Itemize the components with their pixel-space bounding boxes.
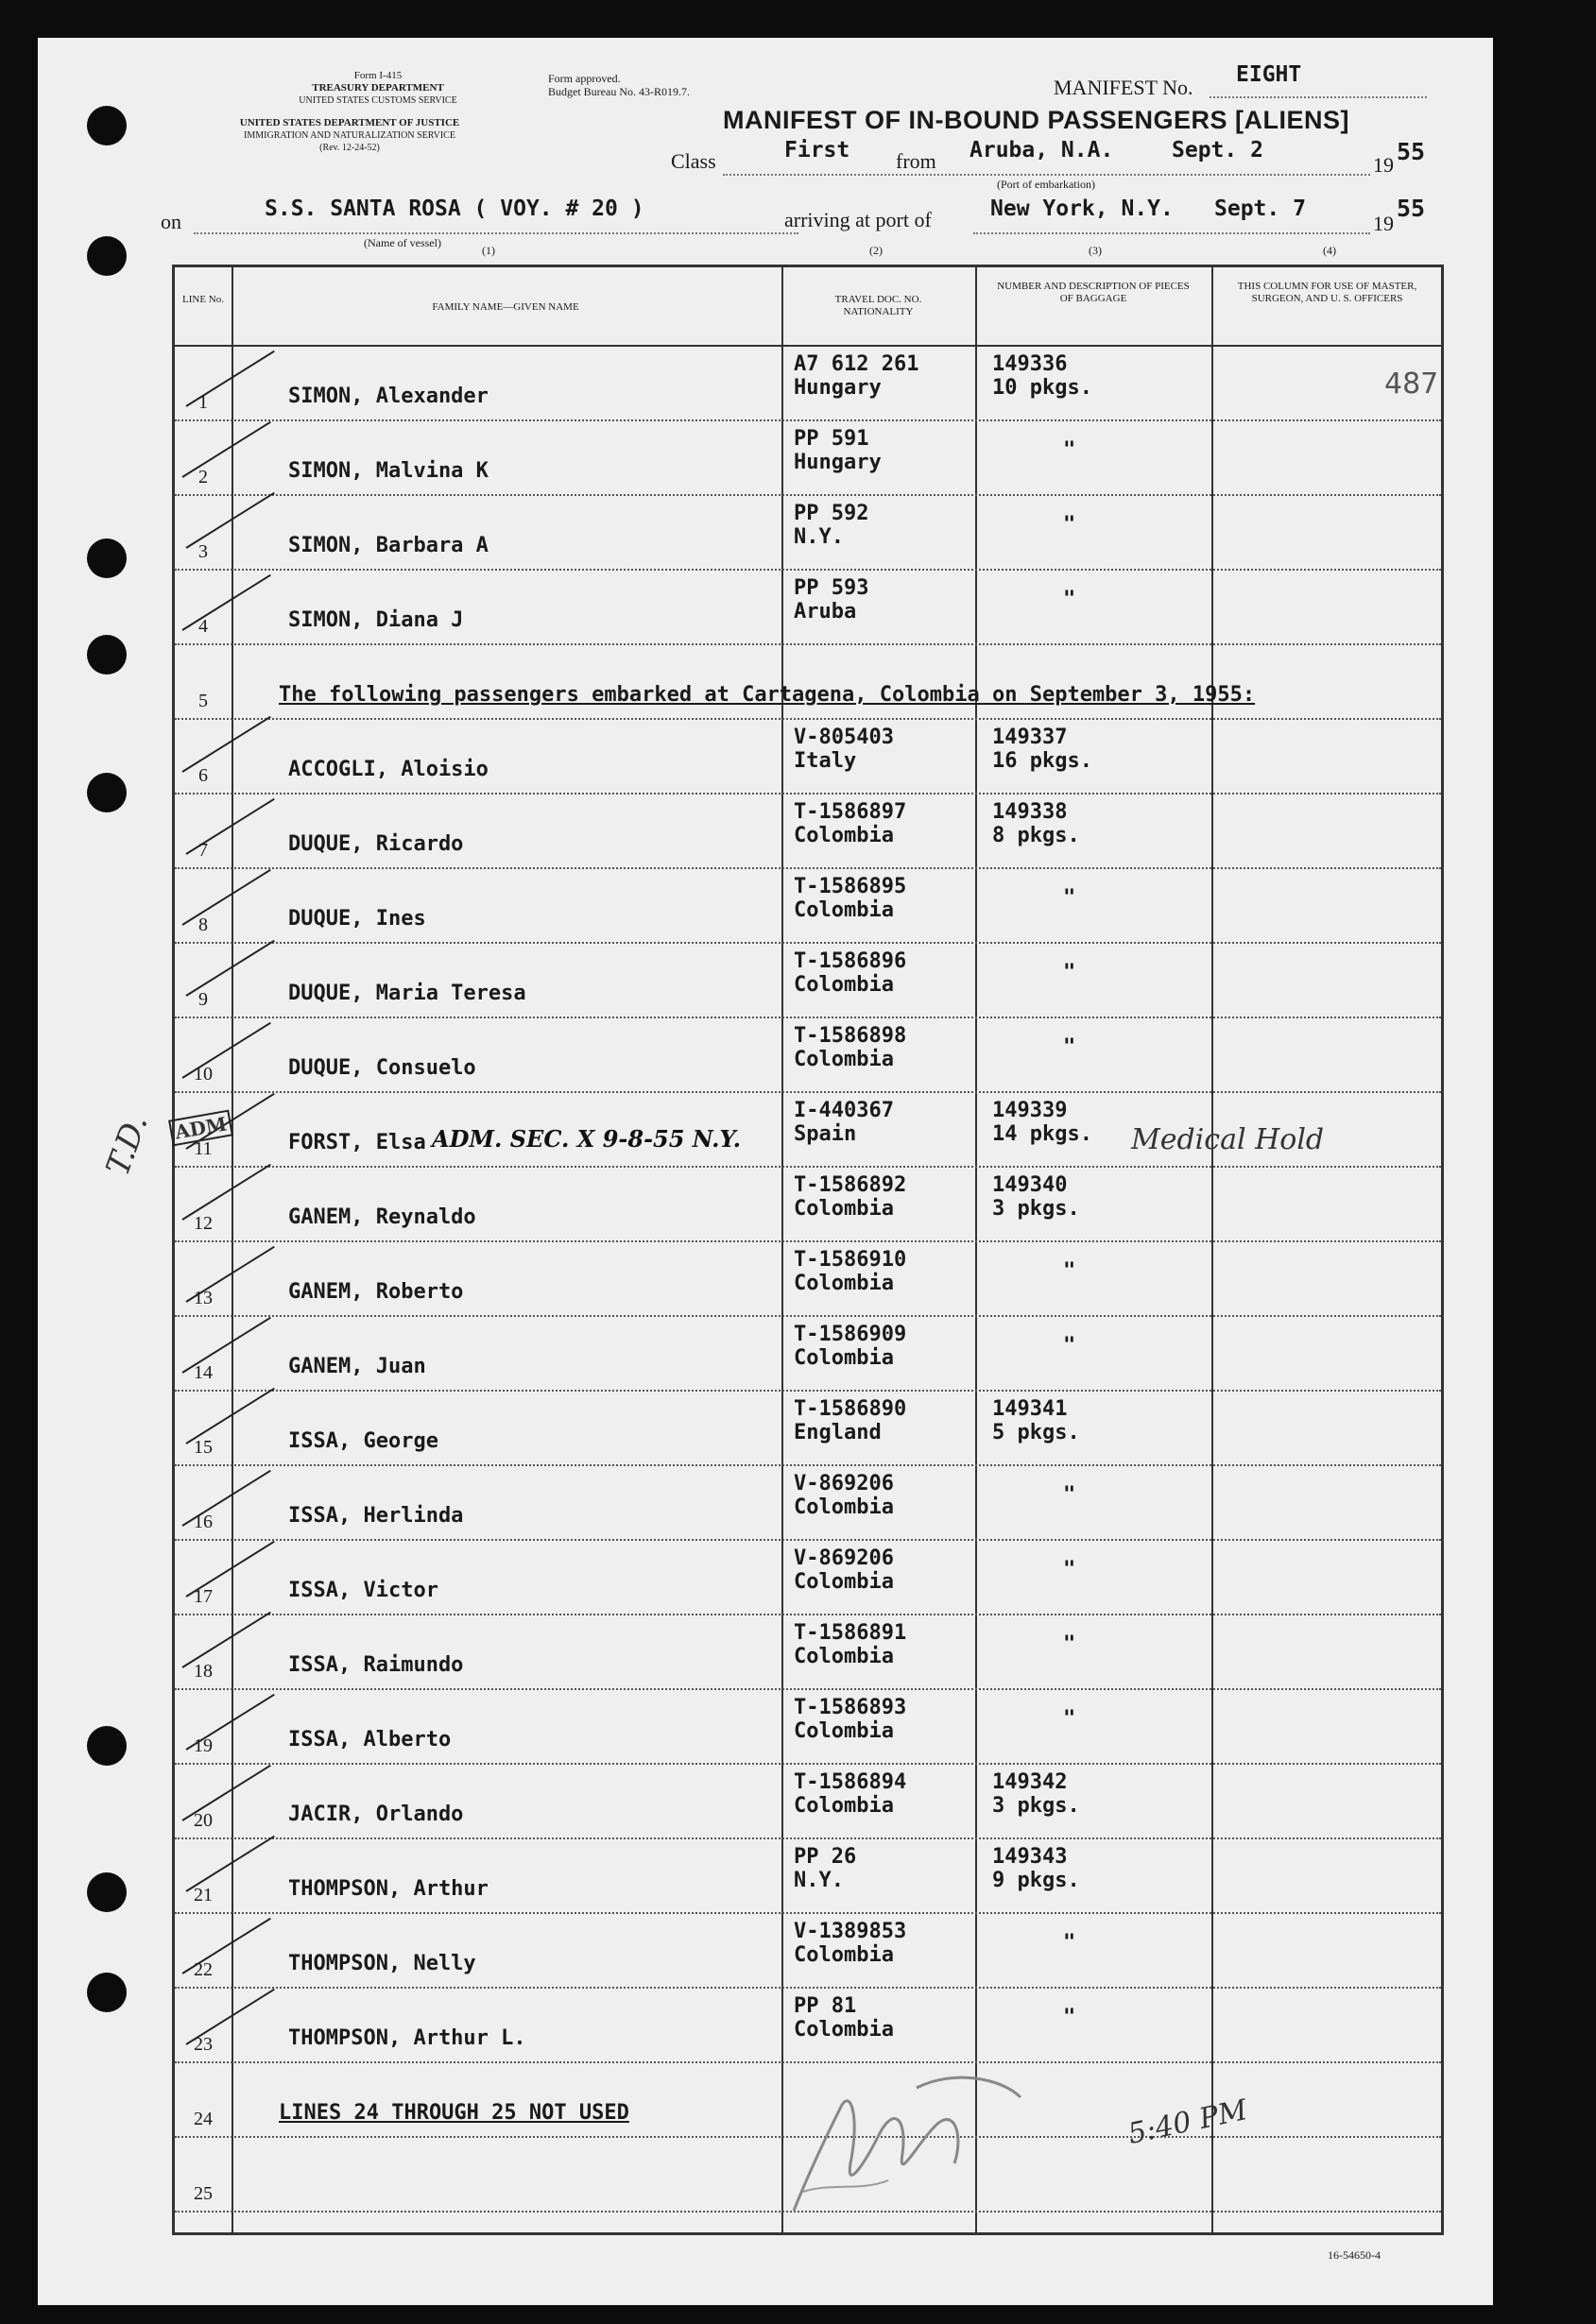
officer-number: 487 (1384, 367, 1439, 401)
nationality: N.Y. (794, 1869, 844, 1892)
form-number: Form I-415 (353, 70, 403, 81)
travel-doc-no: V-869206 (794, 1472, 894, 1495)
table-row (175, 1690, 1441, 1765)
column-header-baggage: NUMBER AND DESCRIPTION OF PIECES OF BAGGAGE (997, 281, 1190, 304)
nationality: Colombia (794, 1794, 894, 1818)
column-index-2: (2) (869, 244, 883, 257)
check-mark (185, 940, 274, 997)
table-row (175, 496, 1441, 571)
binder-hole (87, 773, 127, 812)
table-row (175, 1018, 1441, 1093)
binder-hole (87, 635, 127, 675)
port-embarkation-caption: (Port of embarkation) (997, 178, 1095, 191)
line-number: 19 (194, 1735, 213, 1756)
travel-doc-no: T-1586896 (794, 949, 907, 973)
passenger-name: ISSA, Victor (288, 1579, 438, 1602)
binder-hole (87, 1973, 127, 2012)
binder-hole (87, 538, 127, 578)
year-prefix-1: 19 (1373, 153, 1394, 177)
arrival-port: New York, N.Y. (990, 197, 1174, 221)
manifest-page (38, 38, 1493, 2305)
passenger-name: ISSA, Alberto (288, 1728, 452, 1752)
baggage-description: 14 pkgs. (992, 1122, 1092, 1146)
table-row (175, 421, 1441, 496)
nationality: Colombia (794, 973, 894, 997)
table-row (175, 1392, 1441, 1466)
travel-doc-no: V-1389853 (794, 1920, 907, 1943)
baggage-number: " (1063, 2006, 1076, 2029)
line-number: 6 (198, 765, 208, 786)
passenger-name: JACIR, Orlando (288, 1803, 464, 1826)
nationality: Colombia (794, 1346, 894, 1370)
line-number: 10 (194, 1064, 213, 1085)
manifest-no-value: EIGHT (1236, 62, 1302, 87)
table-row (175, 1765, 1441, 1839)
passenger-name: THOMPSON, Arthur L. (288, 2026, 526, 2050)
check-mark (185, 1388, 274, 1444)
travel-doc-no: I-440367 (794, 1099, 894, 1122)
customs-service: UNITED STATES CUSTOMS SERVICE (299, 95, 457, 106)
passenger-name: DUQUE, Ines (288, 907, 426, 931)
nationality: Italy (794, 749, 857, 773)
baggage-number: " (1063, 1334, 1076, 1358)
table-row (175, 1914, 1441, 1989)
justice-department: UNITED STATES DEPARTMENT OF JUSTICE (239, 117, 460, 128)
travel-doc-no: PP 593 (794, 576, 869, 600)
line-number: 20 (194, 1810, 213, 1831)
baggage-description: 16 pkgs. (992, 749, 1092, 773)
budget-bureau-no: Budget Bureau No. 43-R019.7. (548, 85, 690, 98)
passenger-name: DUQUE, Consuelo (288, 1056, 476, 1080)
travel-doc-no: PP 81 (794, 1994, 857, 2018)
table-row (175, 869, 1441, 944)
passenger-name: THOMPSON, Arthur (288, 1877, 489, 1901)
table-row (175, 720, 1441, 795)
column-index-3: (3) (1089, 244, 1102, 257)
baggage-number: 149337 (992, 726, 1068, 749)
passenger-name: ISSA, George (288, 1429, 438, 1453)
baggage-number: " (1063, 961, 1076, 984)
baggage-number: " (1063, 438, 1076, 462)
check-mark (181, 1612, 270, 1668)
baggage-description: 8 pkgs. (992, 824, 1080, 847)
passenger-name: FORST, Elsa (288, 1131, 426, 1154)
margin-adm-stamp: ADM (168, 1110, 233, 1147)
travel-doc-no: A7 612 261 (794, 352, 919, 376)
line-number: 24 (194, 2109, 213, 2129)
nationality: England (794, 1421, 882, 1444)
table-row (175, 1541, 1441, 1615)
travel-doc-no: PP 592 (794, 502, 869, 525)
check-mark (185, 1836, 274, 1892)
travel-doc-no: T-1586894 (794, 1770, 907, 1794)
manifest-no-label: MANIFEST No. (1054, 76, 1193, 99)
baggage-number: 149340 (992, 1173, 1068, 1197)
baggage-number: " (1063, 1483, 1076, 1507)
baggage-number: " (1063, 1035, 1076, 1059)
column-header-line: LINE No. (182, 294, 224, 305)
passenger-name: DUQUE, Maria Teresa (288, 982, 526, 1005)
baggage-number: " (1063, 513, 1076, 537)
line-number: 11 (194, 1138, 213, 1159)
table-row (175, 571, 1441, 645)
travel-doc-no: T-1586895 (794, 875, 907, 898)
baggage-description: 10 pkgs. (992, 376, 1092, 400)
travel-doc-no: T-1586890 (794, 1397, 907, 1421)
binder-hole (87, 1872, 127, 1912)
passenger-name: ACCOGLI, Aloisio (288, 758, 489, 781)
passenger-name: ISSA, Raimundo (288, 1653, 464, 1677)
baggage-number: " (1063, 1558, 1076, 1581)
table-row (175, 1242, 1441, 1317)
check-mark (181, 1164, 270, 1221)
arriving-label: arriving at port of (784, 208, 932, 231)
passenger-table (172, 265, 1444, 2235)
passenger-name: SIMON, Alexander (288, 384, 489, 408)
embarkation-date: Sept. 2 (1172, 138, 1263, 162)
line-number: 12 (194, 1213, 213, 1234)
admission-note: ADM. SEC. X 9-8-55 N.Y. (432, 1125, 741, 1153)
passenger-name: SIMON, Barbara A (288, 534, 489, 557)
vessel-underline (194, 232, 798, 234)
nationality: Colombia (794, 1495, 894, 1519)
baggage-number: 149341 (992, 1397, 1068, 1421)
column-header-officers: THIS COLUMN FOR USE OF MASTER, SURGEON, AND U. S. OFFICERS (1237, 281, 1417, 304)
travel-doc-no: PP 591 (794, 427, 869, 451)
nationality: Hungary (794, 376, 882, 400)
passenger-name: DUQUE, Ricardo (288, 832, 464, 856)
nationality: Colombia (794, 1272, 894, 1295)
column-index-4: (4) (1323, 244, 1336, 257)
form-approved: Form approved. (548, 72, 621, 85)
travel-doc-no: T-1586897 (794, 800, 907, 824)
table-row (175, 795, 1441, 869)
vessel-caption: (Name of vessel) (364, 236, 441, 249)
nationality: Colombia (794, 1943, 894, 1967)
table-row (175, 944, 1441, 1018)
baggage-number: 149336 (992, 352, 1068, 376)
baggage-number: 149339 (992, 1099, 1068, 1122)
binder-hole (87, 236, 127, 276)
line-number: 3 (198, 541, 208, 562)
arrival-date: Sept. 7 (1214, 197, 1306, 221)
table-row (175, 1317, 1441, 1392)
baggage-number: " (1063, 886, 1076, 910)
immigration-service: IMMIGRATION AND NATURALIZATION SERVICE (244, 130, 455, 141)
embarkation-port: Aruba, N.A. (970, 138, 1114, 162)
from-underline (723, 174, 1370, 176)
travel-doc-no: PP 26 (794, 1845, 857, 1869)
table-row (175, 1615, 1441, 1690)
medical-hold-note: Medical Hold (1131, 1123, 1325, 1156)
travel-doc-no: T-1586893 (794, 1696, 907, 1719)
table-row (175, 645, 1441, 720)
manifest-no-underline (1210, 96, 1427, 98)
revision-date: (Rev. 12-24-52) (319, 143, 380, 153)
travel-doc-no: T-1586892 (794, 1173, 907, 1197)
baggage-number: " (1063, 1931, 1076, 1955)
baggage-number: 149342 (992, 1770, 1068, 1794)
year-1: 55 (1397, 138, 1426, 165)
line-number: 18 (194, 1661, 213, 1682)
embarkation-note: The following passengers embarked at Cartagena, Colombia on September 3, 1955: (279, 683, 1256, 707)
line-number: 13 (194, 1288, 213, 1308)
year-prefix-2: 19 (1373, 212, 1394, 235)
line-number: 22 (194, 1959, 213, 1980)
line-number: 25 (194, 2183, 213, 2204)
table-row (175, 347, 1441, 421)
nationality: N.Y. (794, 525, 844, 549)
passenger-name: SIMON, Malvina K (288, 459, 489, 483)
nationality: Colombia (794, 1645, 894, 1668)
baggage-number: " (1063, 1632, 1076, 1656)
travel-doc-no: T-1586891 (794, 1621, 907, 1645)
baggage-number: 149343 (992, 1845, 1068, 1869)
arrival-underline (973, 232, 1370, 234)
nationality: Colombia (794, 1048, 894, 1071)
check-mark (181, 716, 270, 773)
passenger-name: SIMON, Diana J (288, 608, 464, 632)
inspector-signature (775, 2050, 1058, 2239)
column-index-1: (1) (482, 244, 495, 257)
table-row (175, 1466, 1441, 1541)
passenger-name: ISSA, Herlinda (288, 1504, 464, 1528)
year-2: 55 (1397, 195, 1426, 222)
column-header-name: FAMILY NAME—GIVEN NAME (432, 301, 579, 313)
line-number: 9 (198, 989, 208, 1010)
nationality: Colombia (794, 1719, 894, 1743)
baggage-number: " (1063, 1707, 1076, 1731)
binder-hole (87, 1726, 127, 1766)
baggage-description: 5 pkgs. (992, 1421, 1080, 1444)
line-number: 1 (198, 392, 208, 413)
class-label: Class (671, 149, 716, 173)
table-row (175, 1839, 1441, 1914)
nationality: Colombia (794, 1197, 894, 1221)
nationality: Aruba (794, 600, 857, 624)
from-label: from (896, 149, 936, 173)
travel-doc-no: T-1586898 (794, 1024, 907, 1048)
travel-doc-no: V-869206 (794, 1546, 894, 1570)
on-label: on (161, 210, 181, 233)
passenger-name: GANEM, Roberto (288, 1280, 464, 1304)
treasury-department: TREASURY DEPARTMENT (312, 82, 444, 94)
line-number: 17 (194, 1586, 213, 1607)
nationality: Colombia (794, 2018, 894, 2042)
baggage-number: " (1063, 1259, 1076, 1283)
line-number: 4 (198, 616, 208, 637)
line-number: 5 (198, 691, 208, 711)
line-number: 16 (194, 1512, 213, 1532)
binder-hole (87, 106, 127, 145)
check-mark (185, 492, 274, 549)
baggage-description: 9 pkgs. (992, 1869, 1080, 1892)
travel-doc-no: T-1586909 (794, 1323, 907, 1346)
line-number: 15 (194, 1437, 213, 1458)
signature-time: 5:40 PM (1124, 2093, 1251, 2151)
manifest-title: MANIFEST OF IN-BOUND PASSENGERS [ALIENS] (723, 106, 1350, 134)
nationality: Colombia (794, 824, 894, 847)
column-header-travel-doc: TRAVEL DOC. NO. NATIONALITY (834, 294, 922, 317)
nationality: Colombia (794, 1570, 894, 1594)
table-row (175, 1168, 1441, 1242)
nationality: Colombia (794, 898, 894, 922)
travel-doc-no: V-805403 (794, 726, 894, 749)
passenger-name: GANEM, Reynaldo (288, 1205, 476, 1229)
print-code: 16-54650-4 (1328, 2248, 1381, 2262)
line-number: 21 (194, 1885, 213, 1905)
passenger-name: GANEM, Juan (288, 1355, 426, 1378)
vessel-name: S.S. SANTA ROSA ( VOY. # 20 ) (265, 197, 644, 221)
class-value: First (784, 138, 850, 162)
line-number: 14 (194, 1362, 213, 1383)
baggage-number: 149338 (992, 800, 1068, 824)
nationality: Hungary (794, 451, 882, 474)
baggage-description: 3 pkgs. (992, 1794, 1080, 1818)
passenger-name: THOMPSON, Nelly (288, 1952, 476, 1975)
line-number: 2 (198, 467, 208, 487)
baggage-description: 3 pkgs. (992, 1197, 1080, 1221)
line-number: 23 (194, 2034, 213, 2055)
nationality: Spain (794, 1122, 857, 1146)
unused-lines-note: LINES 24 THROUGH 25 NOT USED (279, 2101, 629, 2125)
baggage-number: " (1063, 588, 1076, 611)
travel-doc-no: T-1586910 (794, 1248, 907, 1272)
line-number: 7 (198, 840, 208, 861)
margin-td-note: T.D. (98, 1109, 156, 1181)
line-number: 8 (198, 914, 208, 935)
